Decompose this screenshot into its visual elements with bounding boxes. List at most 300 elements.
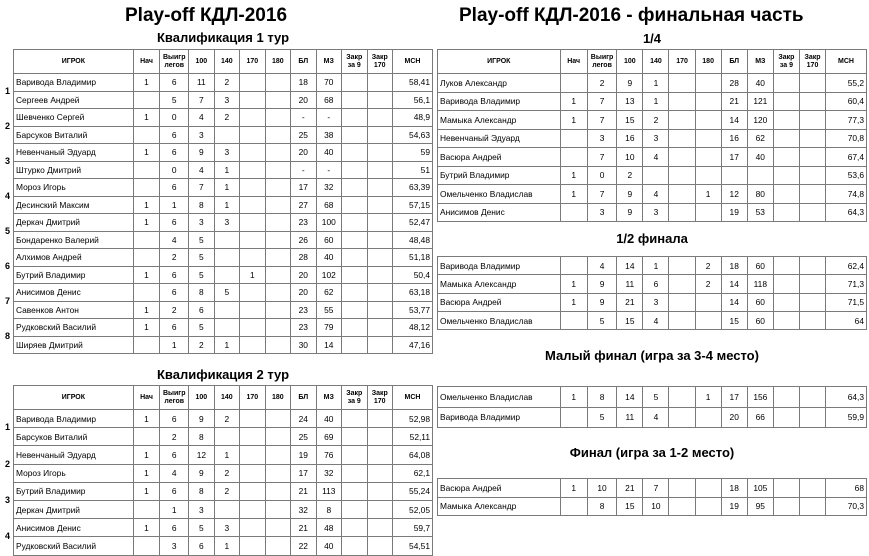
- table-row: [438, 185, 867, 204]
- table-row: [14, 301, 433, 319]
- cell-c100: 2: [617, 166, 643, 185]
- cell-msn: 54,63: [392, 126, 432, 144]
- cell-mz: 53: [747, 203, 773, 222]
- cell-mz: 40: [316, 410, 341, 428]
- cell-msn: 68: [826, 479, 867, 498]
- cell-player: Васюра Андрей: [438, 293, 561, 311]
- cell-c170: [669, 387, 695, 408]
- cell-close170: [799, 311, 825, 329]
- cell-legs: 6: [160, 214, 189, 232]
- cell-c140: 1: [214, 537, 239, 555]
- cell-legs: 8: [587, 387, 617, 408]
- cell-player: Мамыка Александр: [438, 111, 561, 130]
- cell-msn: 71,3: [826, 275, 867, 293]
- cell-bl: 20: [721, 407, 747, 428]
- cell-start: 1: [133, 214, 160, 232]
- cell-bl: 20: [291, 284, 316, 302]
- cell-mz: 40: [316, 249, 341, 267]
- cell-bl: 20: [291, 144, 316, 162]
- cell-c100: 11: [617, 407, 643, 428]
- table-row: [14, 519, 433, 537]
- header-player: ИГРОК: [438, 50, 561, 74]
- cell-bl: 15: [721, 311, 747, 329]
- cell-close9: [342, 519, 367, 537]
- cell-c180: [265, 161, 290, 179]
- cell-c100: 4: [189, 109, 214, 127]
- cell-start: [560, 129, 587, 148]
- group-label: 4: [5, 531, 11, 542]
- cell-c180: [265, 519, 290, 537]
- cell-c170: [669, 497, 695, 516]
- cell-mz: 76: [316, 446, 341, 464]
- table-row: [438, 275, 867, 293]
- cell-legs: 9: [587, 293, 617, 311]
- cell-bl: 17: [721, 387, 747, 408]
- cell-c170: [240, 410, 265, 428]
- cell-mz: 68: [316, 196, 341, 214]
- cell-c180: [265, 336, 290, 354]
- cell-player: Барсуков Виталий: [14, 428, 134, 446]
- cell-msn: 59,7: [392, 519, 432, 537]
- cell-close9: [773, 92, 799, 111]
- cell-msn: 64: [826, 311, 867, 329]
- table-row: [14, 482, 433, 500]
- cell-c170: [240, 126, 265, 144]
- cell-msn: 57,15: [392, 196, 432, 214]
- cell-close170: [367, 482, 392, 500]
- cell-c180: [265, 214, 290, 232]
- cell-msn: 67,4: [826, 148, 867, 167]
- cell-player: Бондаренко Валерий: [14, 231, 134, 249]
- table-row: [438, 166, 867, 185]
- cell-c180: [265, 482, 290, 500]
- cell-close170: [367, 410, 392, 428]
- cell-start: 1: [560, 387, 587, 408]
- cell-close170: [367, 231, 392, 249]
- cell-player: Варивода Владимир: [14, 410, 134, 428]
- cell-c170: [240, 161, 265, 179]
- cell-mz: 40: [316, 537, 341, 555]
- cell-msn: 64,3: [826, 387, 867, 408]
- cell-c100: 16: [617, 129, 643, 148]
- header-c180: 180: [695, 50, 721, 74]
- cell-player: Штурко Дмитрий: [14, 161, 134, 179]
- cell-legs: 4: [160, 231, 189, 249]
- cell-msn: 64,08: [392, 446, 432, 464]
- cell-start: 1: [560, 166, 587, 185]
- q1-title: Квалификация 1 тур: [156, 30, 290, 45]
- cell-close170: [799, 166, 825, 185]
- cell-c140: 6: [643, 275, 669, 293]
- cell-c180: [695, 497, 721, 516]
- cell-mz: 40: [747, 74, 773, 93]
- cell-c180: [695, 148, 721, 167]
- cell-bl: 12: [721, 185, 747, 204]
- cell-close9: [773, 479, 799, 498]
- cell-mz: 79: [316, 319, 341, 337]
- table-row: [14, 144, 433, 162]
- table-row: [14, 179, 433, 197]
- cell-player: Деркач Дмитрий: [14, 500, 134, 518]
- group-label: 1: [5, 85, 11, 96]
- cell-c140: 1: [214, 161, 239, 179]
- header-mz: МЗ: [316, 386, 341, 410]
- cell-close170: [799, 497, 825, 516]
- cell-c100: 9: [617, 185, 643, 204]
- cell-close9: [342, 249, 367, 267]
- header-c140: 140: [214, 386, 239, 410]
- cell-c100: 5: [189, 266, 214, 284]
- cell-msn: 77,3: [826, 111, 867, 130]
- cell-c140: [643, 166, 669, 185]
- cell-mz: 105: [747, 479, 773, 498]
- cell-msn: 51,18: [392, 249, 432, 267]
- cell-c170: [240, 500, 265, 518]
- cell-bl: 14: [721, 275, 747, 293]
- group-label: 6: [5, 260, 11, 271]
- cell-close9: [342, 74, 367, 92]
- cell-c100: 14: [617, 387, 643, 408]
- cell-c180: [695, 74, 721, 93]
- cell-c140: 2: [214, 109, 239, 127]
- cell-c140: 1: [214, 179, 239, 197]
- cell-c140: 1: [214, 446, 239, 464]
- cell-close170: [799, 387, 825, 408]
- cell-close9: [773, 129, 799, 148]
- cell-c180: [695, 129, 721, 148]
- cell-start: [560, 74, 587, 93]
- cell-start: [133, 126, 160, 144]
- cell-legs: 6: [160, 179, 189, 197]
- cell-c170: [240, 482, 265, 500]
- cell-mz: 121: [747, 92, 773, 111]
- cell-mz: 32: [316, 179, 341, 197]
- cell-legs: 7: [587, 92, 617, 111]
- table-row: [14, 500, 433, 518]
- cell-start: 1: [133, 519, 160, 537]
- cell-msn: 52,11: [392, 428, 432, 446]
- cell-c140: [214, 428, 239, 446]
- cell-player: Мороз Игорь: [14, 179, 134, 197]
- cell-player: Барсуков Виталий: [14, 126, 134, 144]
- cell-player: Шевченко Сергей: [14, 109, 134, 127]
- header-close9: Закр за 9: [773, 50, 799, 74]
- cell-bl: 14: [721, 111, 747, 130]
- cell-start: [133, 500, 160, 518]
- cell-close170: [799, 479, 825, 498]
- cell-close9: [773, 407, 799, 428]
- cell-c140: 3: [214, 519, 239, 537]
- small-final-title: Малый финал (игра за 3-4 место): [545, 348, 759, 363]
- cell-mz: -: [316, 161, 341, 179]
- cell-c140: 1: [643, 74, 669, 93]
- cell-bl: 30: [291, 336, 316, 354]
- cell-c100: 11: [617, 275, 643, 293]
- cell-c170: [669, 129, 695, 148]
- cell-bl: 16: [721, 129, 747, 148]
- cell-bl: 18: [291, 74, 316, 92]
- cell-bl: 25: [291, 428, 316, 446]
- cell-c100: 13: [617, 92, 643, 111]
- cell-start: 1: [133, 266, 160, 284]
- cell-c140: 2: [214, 464, 239, 482]
- cell-close9: [773, 185, 799, 204]
- header-bl: БЛ: [721, 50, 747, 74]
- header-player: ИГРОК: [14, 50, 134, 74]
- cell-close9: [342, 428, 367, 446]
- cell-c170: [240, 464, 265, 482]
- cell-c100: 9: [617, 74, 643, 93]
- cell-c140: 3: [214, 214, 239, 232]
- cell-c180: [265, 301, 290, 319]
- table-row: [438, 293, 867, 311]
- cell-legs: 7: [587, 111, 617, 130]
- cell-c180: [695, 293, 721, 311]
- cell-c180: [265, 410, 290, 428]
- cell-bl: 19: [291, 446, 316, 464]
- cell-c180: [265, 464, 290, 482]
- cell-close170: [799, 293, 825, 311]
- group-label: 5: [5, 225, 11, 236]
- cell-c100: 3: [189, 500, 214, 518]
- cell-close170: [799, 185, 825, 204]
- cell-close170: [367, 249, 392, 267]
- cell-msn: 48,12: [392, 319, 432, 337]
- cell-c180: [265, 74, 290, 92]
- cell-player: Омельченко Владислав: [438, 185, 561, 204]
- cell-msn: 50,4: [392, 266, 432, 284]
- cell-msn: 52,98: [392, 410, 432, 428]
- cell-start: [560, 497, 587, 516]
- cell-c180: [265, 179, 290, 197]
- cell-close9: [342, 196, 367, 214]
- cell-player: Ширяев Дмитрий: [14, 336, 134, 354]
- table-row: [438, 92, 867, 111]
- cell-legs: 6: [160, 482, 189, 500]
- cell-close9: [342, 266, 367, 284]
- cell-start: 1: [560, 92, 587, 111]
- cell-c180: [265, 109, 290, 127]
- table-row: [14, 91, 433, 109]
- table-row: [14, 214, 433, 232]
- cell-c170: [240, 179, 265, 197]
- cell-legs: 3: [587, 203, 617, 222]
- cell-c170: [240, 301, 265, 319]
- cell-bl: 28: [721, 74, 747, 93]
- cell-mz: 70: [316, 74, 341, 92]
- cell-start: [133, 284, 160, 302]
- cell-c180: 2: [695, 257, 721, 275]
- cell-legs: 5: [587, 311, 617, 329]
- header-close9: Закр за 9: [342, 386, 367, 410]
- cell-mz: 156: [747, 387, 773, 408]
- cell-start: [133, 91, 160, 109]
- cell-mz: 60: [747, 293, 773, 311]
- cell-close9: [773, 166, 799, 185]
- header-c140: 140: [643, 50, 669, 74]
- cell-c170: [669, 311, 695, 329]
- header-c140: 140: [214, 50, 239, 74]
- cell-c100: 5: [189, 319, 214, 337]
- cell-legs: 2: [160, 428, 189, 446]
- cell-close170: [367, 519, 392, 537]
- cell-bl: 17: [291, 179, 316, 197]
- cell-close170: [367, 214, 392, 232]
- cell-start: 1: [560, 293, 587, 311]
- cell-c100: 12: [189, 446, 214, 464]
- cell-mz: 69: [316, 428, 341, 446]
- cell-msn: 55,24: [392, 482, 432, 500]
- cell-bl: 14: [721, 293, 747, 311]
- cell-player: Омельченко Владислав: [438, 387, 561, 408]
- group-label: 8: [5, 330, 11, 341]
- cell-legs: 4: [587, 257, 617, 275]
- cell-close9: [342, 161, 367, 179]
- semi-title: 1/2 финала: [616, 231, 688, 246]
- cell-bl: 22: [291, 537, 316, 555]
- cell-player: Варивода Владимир: [438, 257, 561, 275]
- cell-msn: 71,5: [826, 293, 867, 311]
- cell-c140: 1: [643, 92, 669, 111]
- cell-close170: [367, 74, 392, 92]
- cell-c170: [669, 111, 695, 130]
- cell-close170: [367, 196, 392, 214]
- cell-close9: [773, 293, 799, 311]
- cell-mz: 38: [316, 126, 341, 144]
- cell-c100: 15: [617, 497, 643, 516]
- cell-mz: 95: [747, 497, 773, 516]
- cell-c100: 2: [189, 336, 214, 354]
- cell-msn: 52,47: [392, 214, 432, 232]
- cell-legs: 4: [160, 464, 189, 482]
- cell-mz: 40: [747, 148, 773, 167]
- cell-mz: 100: [316, 214, 341, 232]
- cell-bl: [721, 166, 747, 185]
- header-c100: 100: [617, 50, 643, 74]
- cell-start: [133, 537, 160, 555]
- cell-legs: 6: [160, 126, 189, 144]
- cell-c100: 8: [189, 428, 214, 446]
- cell-legs: 5: [160, 91, 189, 109]
- cell-legs: 1: [160, 500, 189, 518]
- cell-player: Невенчаный Эдуард: [14, 144, 134, 162]
- cell-c140: 5: [214, 284, 239, 302]
- cell-c170: [669, 407, 695, 428]
- table-row: [438, 111, 867, 130]
- cell-bl: 21: [721, 92, 747, 111]
- cell-close170: [799, 92, 825, 111]
- cell-c140: [214, 266, 239, 284]
- cell-c100: 6: [189, 537, 214, 555]
- cell-c140: [214, 500, 239, 518]
- cell-c180: [695, 203, 721, 222]
- cell-c180: 1: [695, 185, 721, 204]
- cell-c140: 7: [643, 479, 669, 498]
- cell-player: Мамыка Александр: [438, 275, 561, 293]
- cell-legs: 6: [160, 446, 189, 464]
- cell-close170: [367, 91, 392, 109]
- header-c170: 170: [240, 386, 265, 410]
- header-close170: Закр 170: [799, 50, 825, 74]
- cell-close170: [367, 126, 392, 144]
- cell-c180: [265, 144, 290, 162]
- table-row: [438, 148, 867, 167]
- cell-close9: [773, 497, 799, 516]
- cell-legs: 0: [160, 109, 189, 127]
- cell-mz: 60: [747, 311, 773, 329]
- cell-close170: [367, 109, 392, 127]
- cell-player: Рудковский Василий: [14, 319, 134, 337]
- table-row: [14, 464, 433, 482]
- cell-player: Бутрий Владимир: [14, 482, 134, 500]
- cell-c100: 5: [189, 231, 214, 249]
- cell-close170: [799, 257, 825, 275]
- cell-c170: [240, 519, 265, 537]
- cell-c180: [695, 407, 721, 428]
- cell-c180: 2: [695, 275, 721, 293]
- cell-c180: [695, 166, 721, 185]
- cell-player: Анисимов Денис: [438, 203, 561, 222]
- cell-bl: 19: [721, 203, 747, 222]
- cell-close9: [342, 179, 367, 197]
- cell-c170: [240, 336, 265, 354]
- cell-c170: [240, 446, 265, 464]
- cell-c140: 2: [214, 410, 239, 428]
- cell-start: [133, 179, 160, 197]
- cell-bl: -: [291, 161, 316, 179]
- cell-c170: [240, 109, 265, 127]
- cell-bl: 20: [291, 91, 316, 109]
- cell-c170: [240, 319, 265, 337]
- cell-player: Омельченко Владислав: [438, 311, 561, 329]
- cell-mz: 68: [316, 91, 341, 109]
- cell-c140: 3: [214, 91, 239, 109]
- cell-bl: 18: [721, 479, 747, 498]
- cell-c180: [265, 196, 290, 214]
- cell-legs: 1: [160, 336, 189, 354]
- cell-c100: 11: [189, 74, 214, 92]
- cell-msn: 64,3: [826, 203, 867, 222]
- cell-c100: 6: [189, 301, 214, 319]
- cell-player: Варивода Владимир: [14, 74, 134, 92]
- table-row: [14, 126, 433, 144]
- cell-bl: 18: [721, 257, 747, 275]
- cell-player: Деркач Дмитрий: [14, 214, 134, 232]
- cell-legs: 10: [587, 479, 617, 498]
- cell-c140: 3: [643, 203, 669, 222]
- cell-player: Савенков Антон: [14, 301, 134, 319]
- cell-msn: 53,6: [826, 166, 867, 185]
- cell-close9: [342, 91, 367, 109]
- cell-c180: [265, 446, 290, 464]
- table-row: [438, 74, 867, 93]
- table-row: [14, 336, 433, 354]
- cell-close170: [367, 284, 392, 302]
- cell-c170: [669, 92, 695, 111]
- quarter-header-row: [438, 50, 867, 74]
- q1-header-row: [14, 50, 433, 74]
- cell-msn: 59: [392, 144, 432, 162]
- cell-c180: [265, 500, 290, 518]
- cell-c100: 3: [189, 126, 214, 144]
- cell-close9: [342, 500, 367, 518]
- quarter-table: [437, 49, 867, 222]
- cell-c180: [265, 266, 290, 284]
- q1-table: [13, 49, 433, 354]
- cell-legs: 7: [587, 148, 617, 167]
- cell-msn: 62,4: [826, 257, 867, 275]
- cell-bl: 23: [291, 319, 316, 337]
